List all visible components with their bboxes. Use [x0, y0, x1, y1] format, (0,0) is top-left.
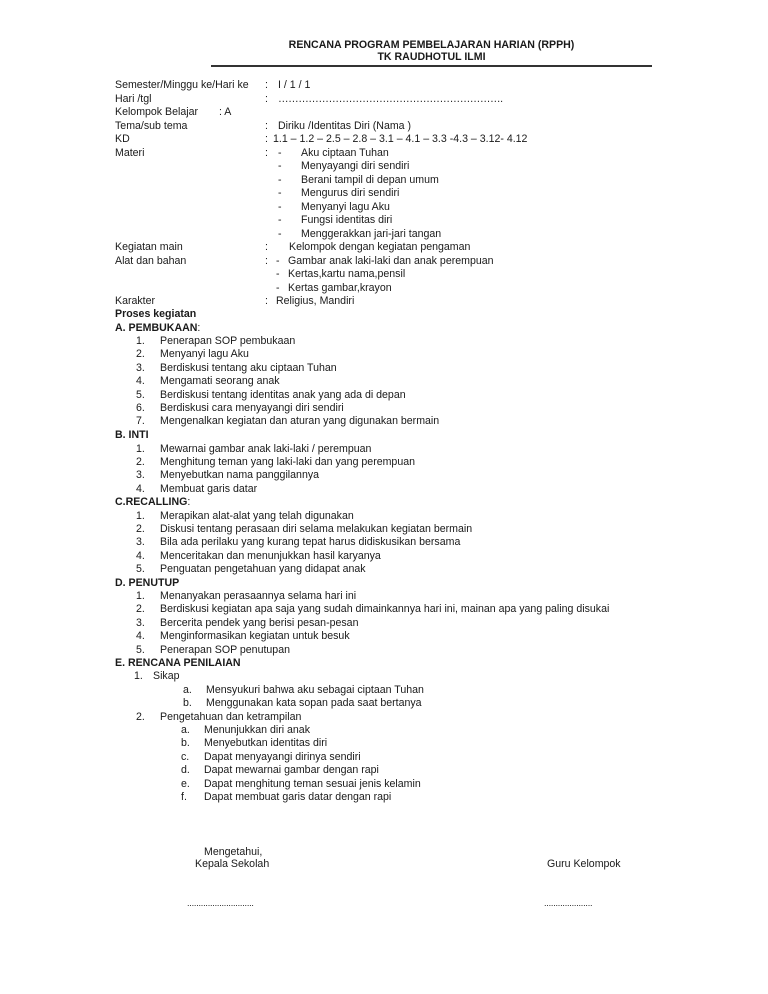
section-penilaian-heading: E. RENCANA PENILAIAN [115, 656, 241, 669]
kd-label: KD [115, 133, 130, 145]
kepala-sekolah-label: Kepala Sekolah [195, 858, 270, 870]
item-marker: 1. [136, 442, 145, 455]
item-marker: 4. [136, 630, 145, 643]
kelompok-value: : A [219, 106, 232, 118]
item-text: Dapat membuat garis datar dengan rapi [204, 791, 392, 803]
materi-item: Menggerakkan jari-jari tangan [301, 227, 442, 240]
materi-item: Fungsi identitas diri [301, 214, 393, 226]
materi-item: Menyayangi diri sendiri [301, 160, 410, 172]
item-number: 2. [136, 710, 145, 723]
item-marker: c. [181, 750, 190, 763]
item-marker: 2. [136, 455, 145, 468]
alat-item: Kertas,kartu nama,pensil [288, 268, 406, 280]
colon: : [265, 146, 268, 159]
item-text: Berdiskusi tentang identitas anak yang ada di depan [160, 388, 406, 401]
item-text: Berdiskusi tentang aku ciptaan Tuhan [160, 361, 337, 374]
item-text: Mengamati seorang anak [160, 375, 280, 388]
semester-value: I / 1 / 1 [278, 79, 311, 91]
item-marker: 6. [136, 402, 145, 414]
item-marker: 1. [136, 335, 145, 347]
item-marker: 2. [136, 603, 145, 616]
materi-item: Berani tampil di depan umum [301, 173, 439, 186]
item-marker: a. [181, 724, 190, 736]
bullet-dash: - [276, 281, 280, 294]
item-text: Penerapan SOP penutupan [160, 643, 290, 656]
item-number: 1. [134, 670, 143, 682]
item-marker: 5. [136, 388, 145, 401]
kegiatan-label: Kegiatan main [115, 241, 183, 253]
item-text: Menunjukkan diri anak [204, 724, 310, 736]
item-marker: 5. [136, 563, 145, 576]
bullet-dash: - [278, 160, 282, 172]
item-marker: 4. [136, 549, 145, 562]
hari-value: …………………………………………………………. [278, 92, 503, 105]
section-penutup-heading: D. PENUTUP [115, 576, 180, 589]
item-marker: 3. [136, 469, 145, 482]
item-text: Penerapan SOP pembukaan [160, 335, 296, 347]
alat-item: Gambar anak laki-laki dan anak perempuan [288, 254, 494, 267]
item-marker: 3. [136, 536, 145, 549]
colon: : [265, 133, 268, 145]
karakter-value: Religius, Mandiri [276, 295, 355, 307]
item-text: Merapikan alat-alat yang telah digunakan [160, 509, 354, 522]
item-marker: 4. [136, 375, 145, 388]
item-marker: 1. [136, 509, 145, 522]
bullet-dash: - [276, 268, 280, 280]
item-marker: 1. [136, 590, 145, 602]
colon: : [265, 254, 268, 267]
item-text: Diskusi tentang perasaan diri selama melakukan kegiatan bermain [160, 522, 473, 535]
hari-label: Hari /tgl [115, 92, 152, 105]
item-text: Menyebutkan identitas diri [204, 737, 328, 750]
item-text: Menanyakan perasaannya selama hari ini [160, 590, 357, 602]
bullet-dash: - [278, 187, 282, 199]
item-marker: d. [181, 764, 190, 777]
item-marker: b. [181, 737, 190, 750]
bullet-dash: - [278, 146, 282, 159]
item-marker: 7. [136, 415, 145, 428]
item-marker: 5. [136, 643, 145, 656]
item-text: Menyanyi lagu Aku [160, 348, 249, 361]
kegiatan-value: Kelompok dengan kegiatan pengaman [289, 241, 471, 253]
item-text: Penguatan pengetahuan yang didapat anak [160, 563, 366, 576]
item-text: Bila ada perilaku yang kurang tepat harus didiskusikan bersama [160, 536, 461, 549]
item-text: Dapat mewarnai gambar dengan rapi [204, 764, 379, 777]
proses-heading: Proses kegiatan [115, 308, 197, 320]
item-text: Menginformasikan kegiatan untuk besuk [160, 630, 350, 643]
item-marker: f. [181, 791, 187, 803]
item-marker: 4. [136, 482, 145, 495]
heading-colon: : [187, 496, 191, 508]
alat-label: Alat dan bahan [115, 254, 187, 267]
alat-item: Kertas gambar,krayon [288, 281, 392, 294]
materi-item: Menyanyi lagu Aku [301, 200, 390, 213]
guru-signature-line: ..................... [544, 898, 593, 908]
item-marker: e. [181, 777, 190, 790]
mengetahui-text: Mengetahui, [204, 846, 263, 858]
materi-item: Mengurus diri sendiri [301, 187, 400, 199]
bullet-dash: - [276, 254, 280, 267]
kelompok-label: Kelompok Belajar [115, 106, 199, 118]
section-heading-text: A. PEMBUKAAN [115, 321, 198, 334]
school-name: TK RAUDHOTUL ILMI [377, 51, 486, 63]
colon: : [265, 241, 268, 253]
section-inti-heading: B. INTI [115, 429, 149, 441]
item-text: Mewarnai gambar anak laki-laki / perempuan [160, 442, 372, 455]
sikap-label: Sikap [153, 670, 180, 682]
item-text: Menceritakan dan menunjukkan hasil karyanya [160, 549, 381, 562]
item-marker: 3. [136, 361, 145, 374]
colon: : [265, 119, 268, 132]
item-text: Mensyukuri bahwa aku sebagai ciptaan Tuhan [206, 683, 424, 696]
item-marker: 2. [136, 522, 145, 535]
semester-label: Semester/Minggu ke/Hari ke [115, 79, 249, 91]
kepala-signature-line: ............................. [187, 898, 254, 908]
guru-kelompok-label: Guru Kelompok [547, 858, 621, 870]
tema-label: Tema/sub tema [115, 119, 188, 132]
section-recalling-heading [115, 496, 190, 509]
header-divider [211, 65, 652, 67]
item-text: Membuat garis datar [160, 482, 258, 495]
item-marker: a. [183, 683, 192, 696]
item-text: Dapat menghitung teman sesuai jenis kelamin [204, 777, 421, 790]
bullet-dash: - [278, 200, 282, 213]
colon: : [265, 92, 268, 105]
item-text: Menyebutkan nama panggilannya [160, 469, 320, 482]
item-text: Bercerita pendek yang berisi pesan-pesan [160, 616, 359, 629]
section-pembukaan-heading [115, 322, 200, 335]
item-text: Berdiskusi kegiatan apa saja yang sudah dimainkannya hari ini, mainan apa yang paling disukai [160, 603, 610, 616]
item-text: Berdiskusi cara menyayangi diri sendiri [160, 402, 344, 414]
item-text: Menghitung teman yang laki-laki dan yang perempuan [160, 455, 416, 468]
section-heading-text: C.RECALLING [115, 496, 188, 508]
item-text: Menggunakan kata sopan pada saat bertanya [206, 696, 422, 709]
item-marker: 2. [136, 348, 145, 361]
materi-label: Materi [115, 146, 145, 159]
karakter-label: Karakter [115, 295, 156, 307]
pengetahuan-label: Pengetahuan dan ketrampilan [160, 710, 302, 723]
heading-colon: : [197, 321, 201, 334]
bullet-dash: - [278, 227, 282, 240]
document-title: RENCANA PROGRAM PEMBELAJARAN HARIAN (RPPH) [288, 39, 575, 51]
bullet-dash: - [278, 214, 282, 226]
bullet-dash: - [278, 173, 282, 186]
tema-value: Diriku /Identitas Diri (Nama ) [278, 119, 412, 132]
item-text: Mengenalkan kegiatan dan aturan yang digunakan bermain [160, 415, 440, 428]
materi-item: Aku ciptaan Tuhan [301, 146, 389, 159]
colon: : [265, 295, 268, 307]
item-marker: b. [183, 696, 192, 709]
item-marker: 3. [136, 616, 145, 629]
colon: : [265, 79, 268, 91]
item-text: Dapat menyayangi dirinya sendiri [204, 750, 361, 763]
kd-value: 1.1 – 1.2 – 2.5 – 2.8 – 3.1 – 4.1 – 3.3 -4.3 – 3.12- 4.12 [273, 133, 528, 145]
